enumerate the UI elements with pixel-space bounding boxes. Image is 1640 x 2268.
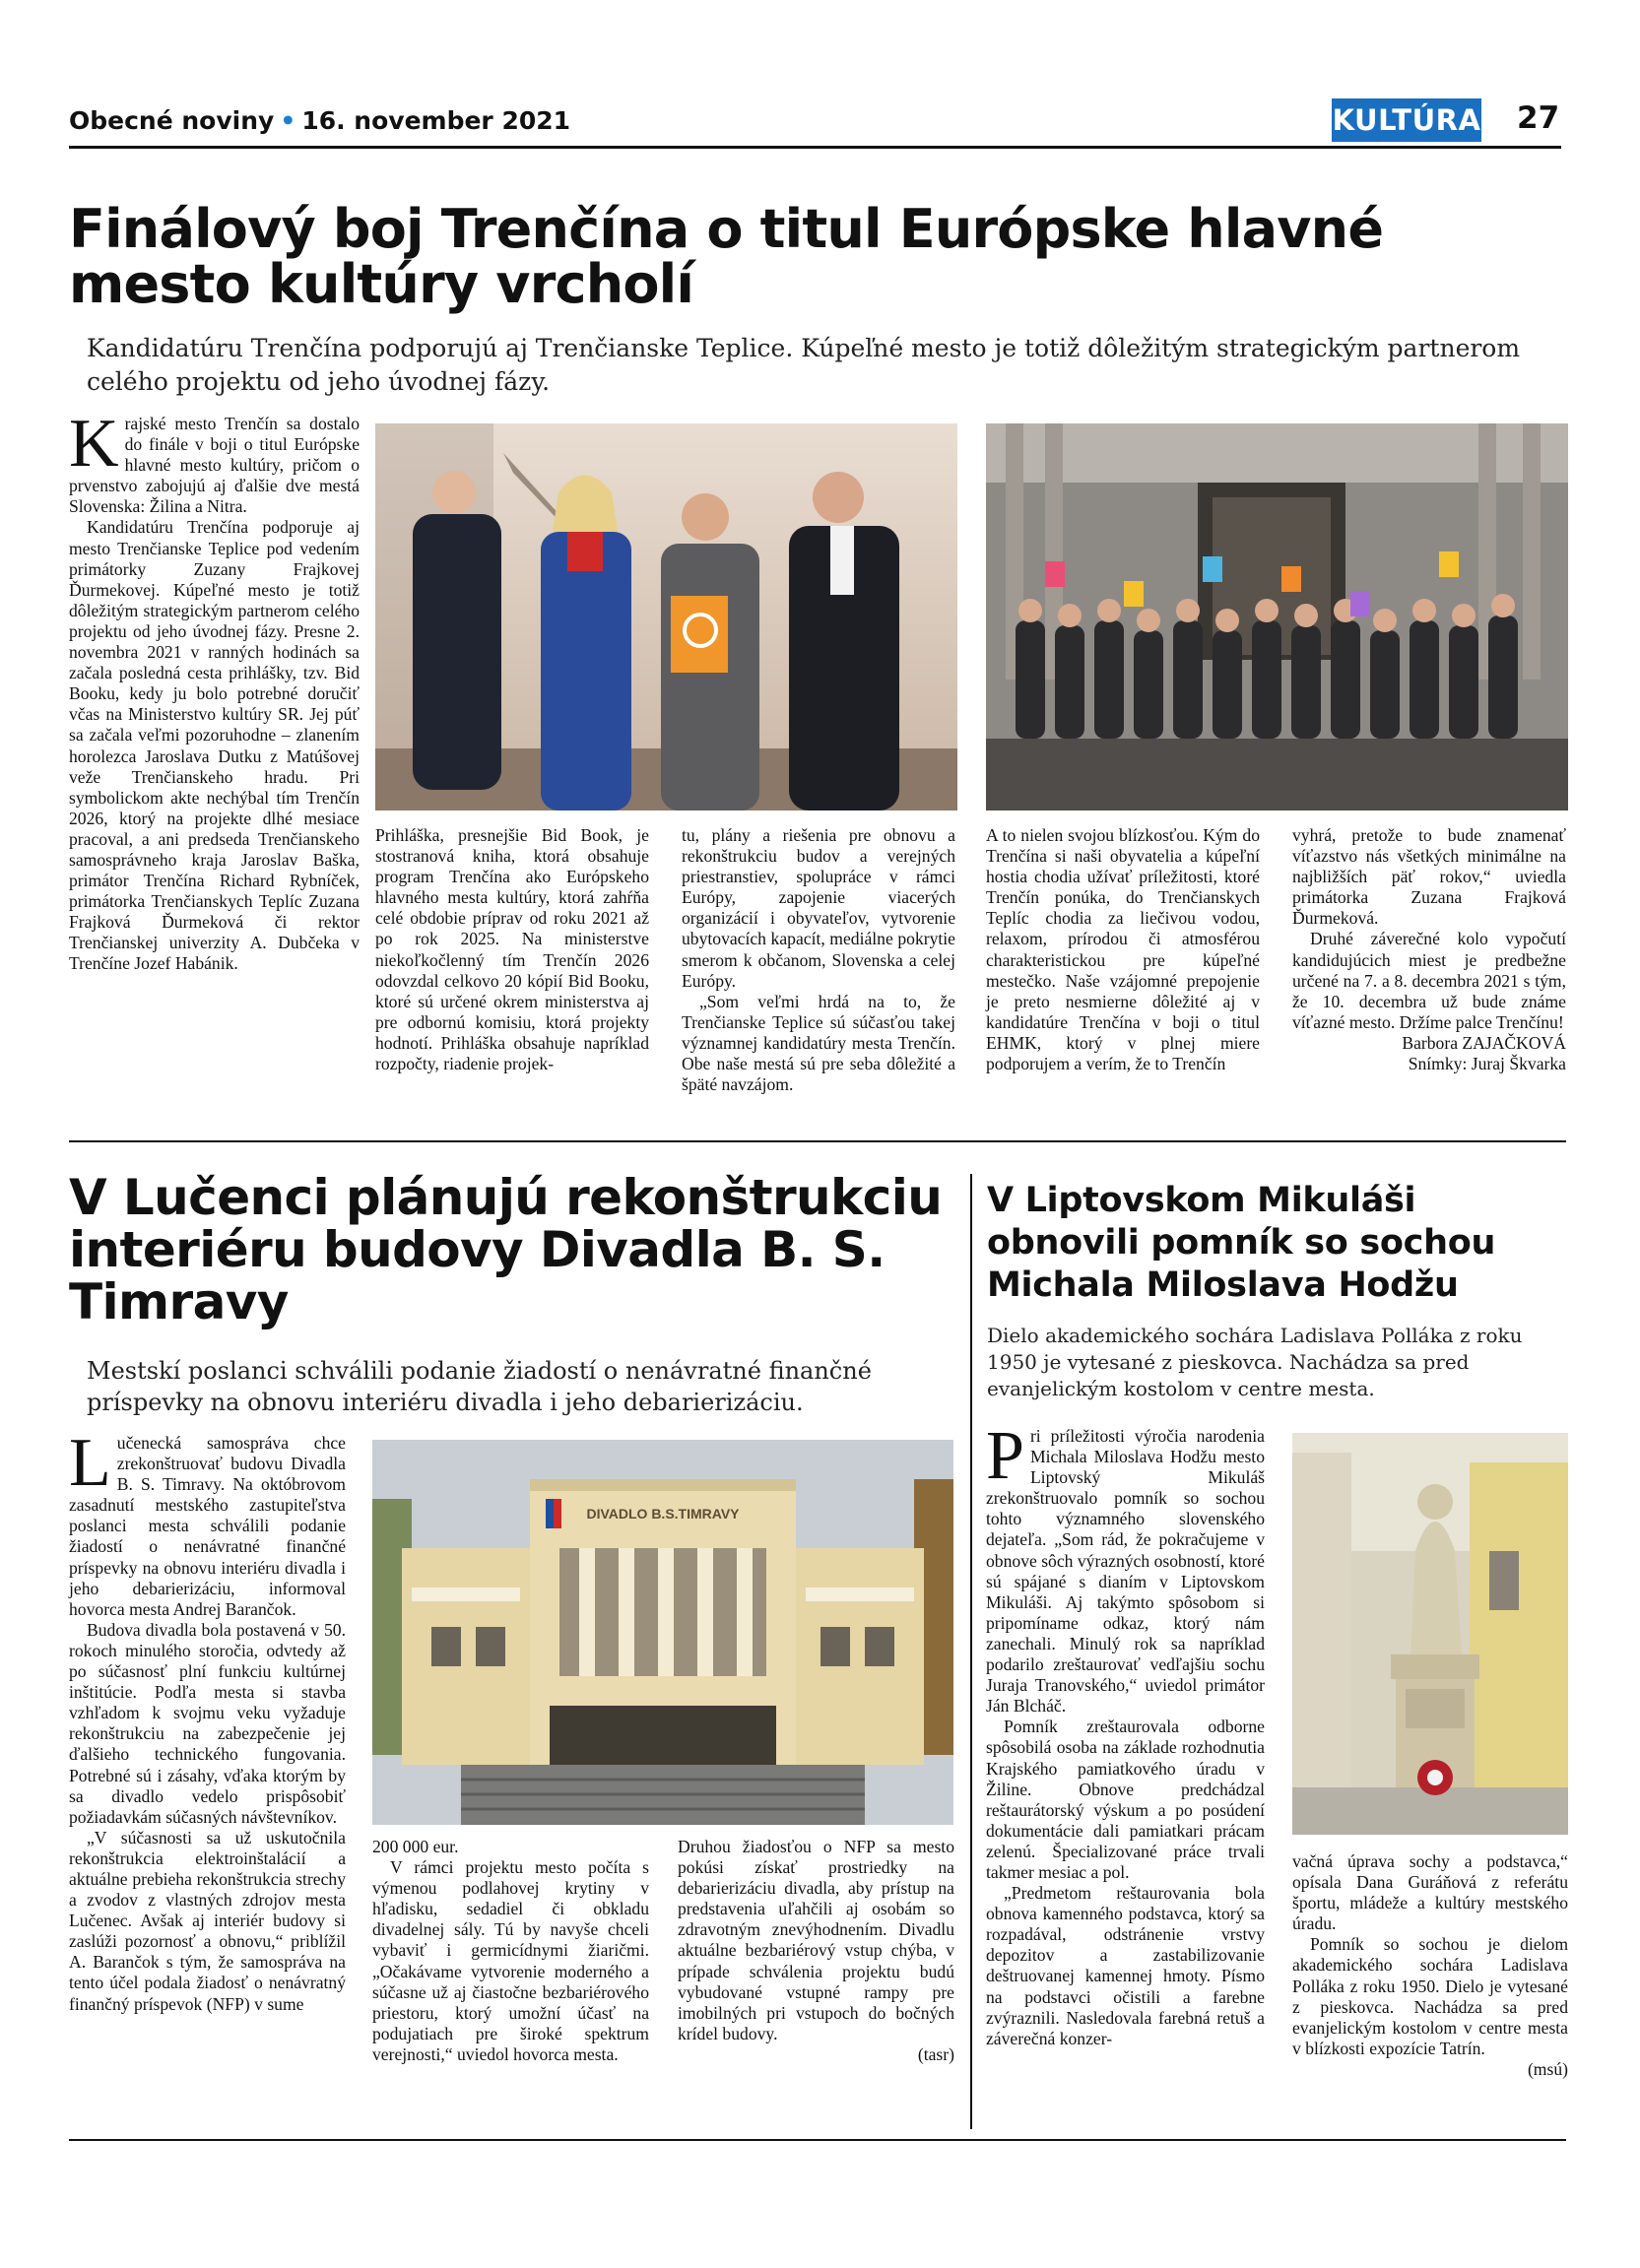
- article-2-dropcap: L: [69, 1425, 111, 1501]
- separator-dot: •: [280, 106, 296, 135]
- source-credit: (tasr): [917, 2043, 954, 2064]
- section-divider: [69, 1140, 1566, 1142]
- officials-photo-image: [375, 423, 957, 810]
- paragraph: Druhé záverečné kolo vypočutí kandidujúcich miest je predbežne určené na 7. a 8. decembra 2021 s tým, že 10. decembra už bude známe víťazné mesto. Držíme palce Trenčínu!: [1292, 929, 1566, 1032]
- article-3-lead: Dielo akademického sochára Ladislava Polláka z roku 1950 je vytesané z pieskovca. Nachádza sa pred evanjelickým kostolom v centre mesta.: [987, 1324, 1523, 1400]
- article-3-column-1: [986, 1418, 1265, 2049]
- paragraph: Prihláška, presnejšie Bid Book, je stostranová kniha, ktorá obsahuje program Trenčína ako Európskeho hlavného mesta kultúry, ktorá zahŕňa celé obdobie príprav od roku 2021 až po rok 2025. Na ministerstve niekoľkočlenný tím Trenčín 2026 odovzdal celkovo 20 kópií Bid Booku, ktoré sú určené okrem ministerstva aj pre odbornú komisiu, ktorá projekty hodnotí. Prihláška obsahuje napríklad rozpočty, riadenie projek-: [375, 825, 649, 1074]
- paragraph: V rámci projektu mesto počíta s výmenou podlahovej krytiny v hľadisku, sedadiel či obkladu divadelnej sály. Tú by navyše chceli vybaviť i germicídnymi žiaričmi. „Očakávame vytvorenie moderného a súčasne už aj čiastočne bezbariérového priestoru, ktorý umožní účasť na podujatiach pre široké spektrum verejnosti,“ uviedol hovorca mesta.: [372, 1857, 649, 2064]
- article-1-column-2: [375, 825, 649, 1074]
- column-divider: [970, 1174, 972, 2129]
- paragraph: ri príležitosti výročia narodenia Michala Miloslava Hodžu mesto Liptovský Mikuláš zrekonštruovalo pomník so sochou tohto významného slovenského dejateľa. „Som rád, že pokračujeme v obnove sôch výrazných osobností, ktoré sú spájané s dianím v Liptovskom Mikuláši. Aj takýmto spôsobom si pripomíname odkaz, ktorý nám zanechali. Minulý rok sa napríklad podarilo zreštaurovať vedľajšiu sochu Juraja Tranovského,“ uviedol primátor Ján Blcháč.: [986, 1426, 1265, 1717]
- paragraph: Pomník so sochou je dielom akademického sochára Ladislava Polláka z roku 1950. Dielo je vytesané z pieskovca. Nachádza sa pred evanjelickým kostolom v centre mesta v blízkosti expozície Tatrín.: [1292, 1934, 1568, 2058]
- monument-photo-image: [1292, 1433, 1568, 1835]
- article-3-column-2: [1292, 1851, 1568, 2080]
- article-2-column-3: [678, 1837, 954, 2065]
- photo-credit: Snímky: Juraj Škvarka: [1408, 1054, 1566, 1074]
- paragraph: Budova divadla bola postavená v 50. rokoch minulého storočia, odvtedy až po súčasnosť plní funkciu kultúrnej inštitúcie. Podľa mesta si stavba vzhľadom k svojmu veku vyžaduje rekonštrukciu na zabezpečenie jej ďalšieho technického fungovania. Potrebné sú i zásahy, vďaka ktorým by sa divadlo vedelo prispôsobiť požiadavkám súčasných návštevníkov.: [69, 1619, 346, 1827]
- page-number: 27: [1517, 100, 1560, 136]
- article-2-column-2: [372, 1837, 649, 2065]
- article-2-title: V Lučenci plánujú rekonštrukciu interiéru budovy Divadla B. S. Timravy: [69, 1169, 943, 1330]
- article-1-lead: Kandidatúru Trenčína podporujú aj Trenčianske Teplice. Kúpeľné mesto je totiž dôležitým strategickým partnerom celého projektu od jeho úvodnej fázy.: [87, 334, 1521, 396]
- photo-officials: [375, 423, 957, 810]
- article-1-dropcap: K: [69, 406, 119, 482]
- paragraph: tu, plány a riešenia pre obnovu a rekonštrukciu budov a verejných priestranstiev, spolupráce v rámci Európy, zapojenie viacerých organizácií i obyvateľov, vytvorenie ubytovacích kapacít, mediálne pokrytie smerom k občanom, Slovenska a celej Európy.: [682, 825, 955, 991]
- section-tag: KULTÚRA: [1332, 98, 1481, 142]
- publication-name: Obecné noviny: [69, 106, 275, 135]
- article-1-column-3: [682, 825, 955, 1095]
- paragraph: „Predmetom reštaurovania bola obnova kamenného podstavca, ktorý sa rozpadával, odstránenie vrstvy depozitov a zastabilizovanie deštruovanej kamennej hmoty. Písmo na podstavci očistili a farebne zvýraznili. Nasledovala farebná retuš a záverečná konzer-: [986, 1883, 1265, 2048]
- photo-group: [986, 423, 1568, 810]
- paragraph: 200 000 eur.: [372, 1837, 459, 1856]
- article-1-column-5: [1292, 825, 1566, 1074]
- article-1-column-1: [69, 406, 360, 975]
- paragraph: učenecká samospráva chce zrekonštruovať budovu Divadla B. S. Timravy. Na októbrovom zasadnutí mestského zastupiteľstva poslanci mesta schválili podanie žiadostí o nenávratné finančné príspevky na obnovu interiéru divadla i jeho debarierizáciu, informoval hovorca mesta Andrej Barančok.: [69, 1433, 346, 1619]
- header-rule: [69, 146, 1561, 149]
- paragraph: vačná úprava sochy a podstavca,“ opísala Dana Guráňová z referátu športu, mládeže a kultúry mestského úradu.: [1292, 1851, 1568, 1934]
- theatre-photo-image: [372, 1440, 953, 1825]
- paragraph: „V súčasnosti sa už uskutočnila rekonštrukcia elektroinštalácií a aktuálne prebieha rekonštrukcia strechy a zvodov z vlastných zdrojov mesta Lučenec. Avšak aj interiér budovy si zaslúži pozornosť a obnovu,“ priblížil A. Barančok s tým, že samospráva na tento účel podala žiadosť o nenávratný finančný príspevok (NFP) v sume: [69, 1827, 346, 2014]
- article-3-dropcap: P: [986, 1418, 1024, 1494]
- paragraph: „Som veľmi hrdá na to, že Trenčianske Teplice sú súčasťou takej významnej kandidatúry mesta Trenčín. Obe naše mestá sú pre seba dôležité a špäté navzájom.: [682, 991, 955, 1095]
- article-1-title: Finálový boj Trenčína o titul Európske hlavné mesto kultúry vrcholí: [69, 198, 1384, 315]
- article-2-column-1: [69, 1425, 346, 2015]
- photo-monument: [1292, 1433, 1568, 1835]
- article-3-title: V Liptovskom Mikuláši obnovili pomník so sochou Michala Miloslava Hodžu: [987, 1181, 1496, 1305]
- article-1-column-4: [986, 825, 1260, 1074]
- source-credit: (msú): [1527, 2058, 1568, 2079]
- paragraph: Pomník zreštaurovala odborne spôsobilá osoba na základe rozhodnutia Krajského pamiatkového úradu v Žiline. Obnove predchádzal reštaurátorský výskum a po posúdení dokumentácie dali pamiatkari prácam zelenú. Špecializované práce trvali takmer mesiac a pol.: [986, 1717, 1265, 1882]
- bottom-rule: [69, 2139, 1566, 2141]
- article-2-lead: Mestskí poslanci schválili podanie žiadostí o nenávratné finančné príspevky na obnovu interiéru divadla i jeho debarierizáciu.: [87, 1357, 872, 1416]
- photo-theatre: [372, 1440, 953, 1825]
- paragraph: Druhou žiadosťou o NFP sa mesto pokúsi získať prostriedky na debarierizáciu divadla, aby prístup na predstavenia uľahčili aj osobám so zdravotným znevýhodnením. Divadlu aktuálne bezbariérový vstup chýba, v prípade schválenia projektu budú vybudované vstupné rampy pre imobilných pri vstupoch do bočných krídel budovy.: [678, 1837, 954, 2043]
- paragraph: vyhrá, pretože to bude znamenať víťazstvo nás všetkých minimálne na najbližších päť rokov,“ uviedla primátorka Zuzana Frajková Ďurmeková.: [1292, 825, 1566, 929]
- paragraph: Kandidatúru Trenčína podporuje aj mesto Trenčianske Teplice pod vedením primátorky Zuzany Frajkovej Ďurmekovej. Kúpeľné mesto je totiž dôležitým strategickým partnerom celého projektu od jeho úvodnej fázy. Presne 2. novembra 2021 v ranných hodinách sa začala posledná cesta prihlášky, tzv. Bid Booku, kedy ju bolo potrebné doručiť včas na Ministerstvo kultúry SR. Jej púť sa začala veľmi pozoruhodne – zlanením horolezca Jaroslava Dutku z Matúšovej veže Trenčianskeho hradu. Pri symbolickom akte nechýbal tím Trenčín 2026, ktorý na projekte dlhé mesiace pracoval, a ani predseda Trenčianskeho samosprávneho kraja Jaroslav Baška, primátor Trenčína Richard Rybníček, primátorka Trenčianskych Teplíc Zuzana Frajková Ďurmeková či rektor Trenčianskej univerzity A. Dubčeka v Trenčíne Jozef Habánik.: [69, 517, 360, 974]
- issue-date: 16. november 2021: [301, 106, 571, 135]
- paragraph: rajské mesto Trenčín sa dostalo do finále v boji o titul Európske hlavné mesto kultúry, pričom o prvenstvo zabojujú aj ďalšie dve mestá Slovenska: Žilina a Nitra.: [69, 414, 360, 517]
- group-photo-image: [986, 423, 1568, 810]
- masthead: [69, 106, 570, 135]
- author-byline: Barbora ZAJAČKOVÁ: [1402, 1032, 1566, 1053]
- theatre-sign: DIVADLO B.S.TIMRAVY: [586, 1506, 740, 1522]
- paragraph: A to nielen svojou blízkosťou. Kým do Trenčína si naši obyvatelia a kúpeľní hostia chodia užívať príležitosti, ktoré Trenčín ponúka, do Trenčianskych Teplíc chodia za liečivou vodou, relaxom, prírodou či atmosférou charakteristickou pre kúpeľné mestečko. Naše vzájomné prepojenie je preto nesmierne dôležité aj v kandidatúre Trenčína v boji o titul EHMK, ktorý v plnej miere podporujem a verím, že to Trenčín: [986, 825, 1260, 1074]
